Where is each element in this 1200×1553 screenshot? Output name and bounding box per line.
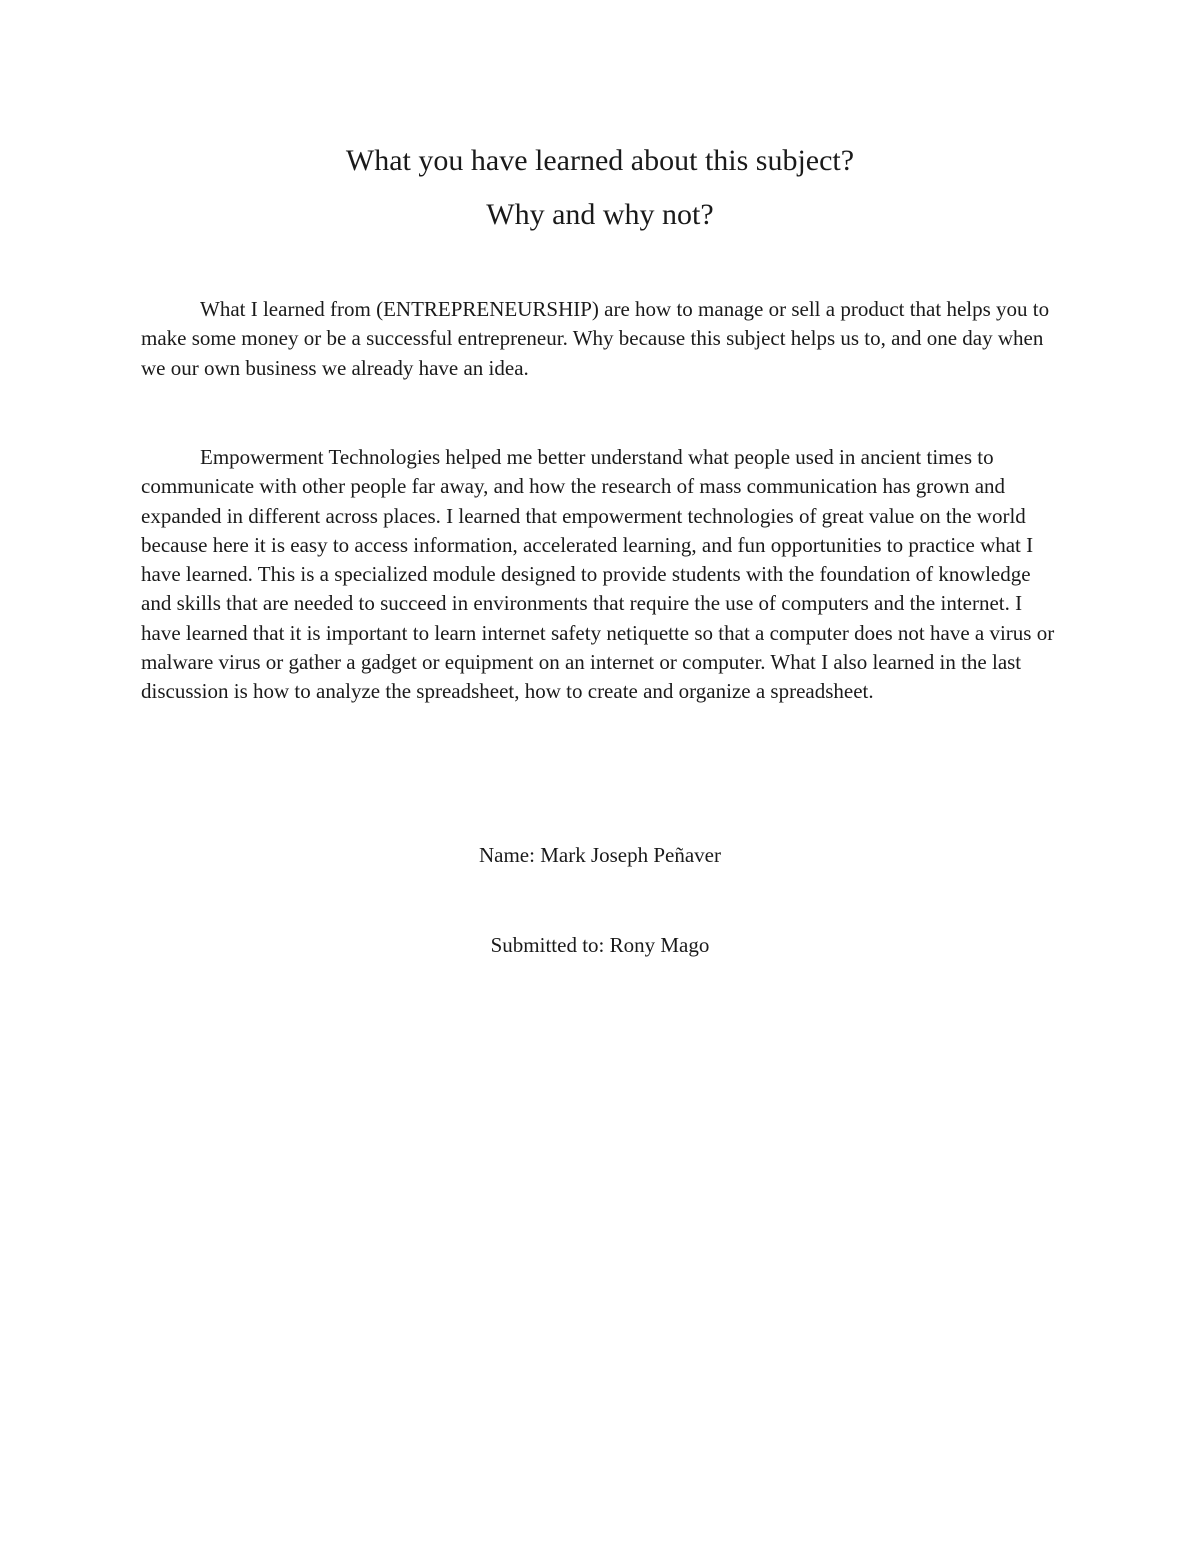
author-name: Name: Mark Joseph Peñaver [478, 843, 721, 867]
document-subtitle: Why and why not? [486, 198, 714, 231]
paragraph-entrepreneurship: What I learned from (ENTREPRENEURSHIP) are how to manage or sell a product that helps you to make some money or be a successful entrepreneur. Why because this subject helps us to, and one day when we our own business we already have an idea. [141, 297, 1050, 380]
document-title: What you have learned about this subject? [345, 144, 855, 177]
paragraph-empowerment-technologies: Empowerment Technologies helped me better understand what people used in ancient times to communicate with other people far away, and how the research of mass communication has grown and expanded in different across places. I learned that empowerment technologies of great value on the world because here it is easy to access information, accelerated learning, and fun opportunities to practice what I have learned. This is a specialized module designed to provide students with the foundation of knowledge and skills that are needed to succeed in environments that require the use of computers and the internet. I have learned that it is important to learn internet safety netiquette so that a computer does not have a virus or malware virus or gather a gadget or equipment on an internet or computer. What I also learned in the last discussion is how to analyze the spreadsheet, how to create and organize a spreadsheet. [141, 445, 1055, 704]
submitted-to: Submitted to: Rony Mago [490, 933, 710, 957]
